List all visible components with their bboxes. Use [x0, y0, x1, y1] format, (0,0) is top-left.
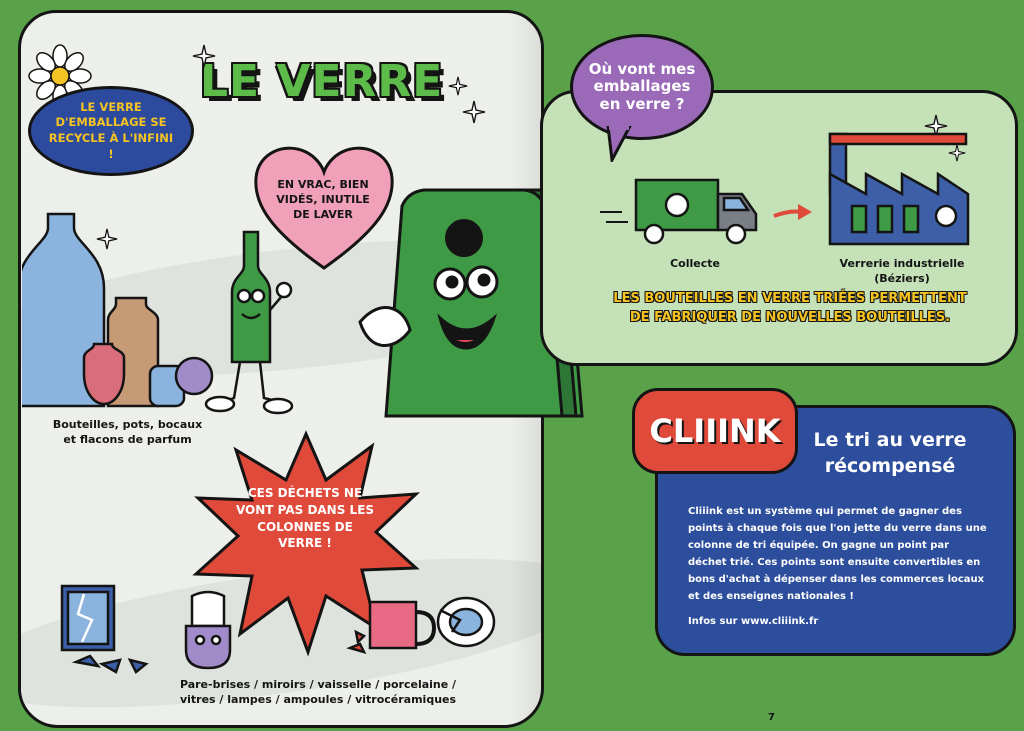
- recycling-message-line: LES BOUTEILLES EN VERRE TRIÉES PERMETTENT: [613, 291, 967, 306]
- sparkle-icon: [462, 100, 486, 124]
- bubble-tail: [604, 126, 634, 162]
- cliiink-logo: [632, 388, 798, 474]
- rejected-caption-line: vitres / lampes / ampoules / vitrocéramiques: [179, 692, 457, 706]
- recycle-infinite-bubble: [28, 86, 194, 176]
- burst-text: CES DÉCHETS NE VONT PAS DANS LES COLONNES DE VERRE !: [235, 486, 375, 551]
- broken-mug-and-plate-illustration: [340, 572, 500, 662]
- bottle-character-illustration: [200, 226, 300, 416]
- question-text: Où vont mes emballages en verre ?: [588, 60, 696, 113]
- sparkle-icon: [192, 44, 216, 68]
- glass-containers-illustration: [22, 210, 217, 415]
- cliiink-body-text: Cliiink est un système qui permet de gagner des points à chaque fois que l'on jette du verre dans une colonne de tri équipée. On gagne un point par déchet trié. Ces points sont ensuite convertibles en bons d'achat à dépenser dans les commerces locaux et des enseignes nationales !: [688, 506, 987, 602]
- page-number: 7: [768, 712, 775, 723]
- arrow-right-icon: [770, 200, 816, 226]
- recycling-message-line: DE FABRIQUER DE NOUVELLES BOUTEILLES.: [629, 309, 951, 325]
- accepted-caption-line: et flacons de parfum: [63, 432, 192, 446]
- broken-mirror-illustration: [56, 580, 176, 680]
- rejected-caption: [168, 678, 468, 708]
- page-title: LE VERRE: [200, 56, 444, 107]
- accepted-caption-line: Bouteilles, pots, bocaux: [52, 418, 203, 431]
- rejected-caption-line: Pare-brises / miroirs / vaisselle / porcelaine /: [179, 678, 457, 691]
- recycling-message: [580, 290, 1000, 328]
- cliiink-description: [688, 503, 988, 630]
- bubble-text: LE VERRE D'EMBALLAGE SE RECYCLE À L'INFINI !: [48, 99, 174, 161]
- step-collecte: Collecte: [670, 257, 720, 270]
- sparkle-icon: [448, 76, 468, 96]
- cliiink-logo-text: CLIIINK: [649, 412, 781, 450]
- cliiink-title: Le tri au verre récompensé: [813, 429, 967, 477]
- garbage-truck-icon: [596, 172, 764, 252]
- lightbulb-character-illustration: [178, 588, 238, 678]
- heart-text: EN VRAC, BIEN VIDÉS, INUTILE DE LAVER: [276, 178, 370, 221]
- question-bubble: [570, 34, 714, 140]
- factory-icon: [824, 130, 974, 248]
- cliiink-info-link[interactable]: Infos sur www.cliiink.fr: [688, 616, 819, 627]
- step-verrerie: Verrerie industrielle (Béziers): [839, 257, 965, 285]
- accepted-caption: [40, 418, 215, 448]
